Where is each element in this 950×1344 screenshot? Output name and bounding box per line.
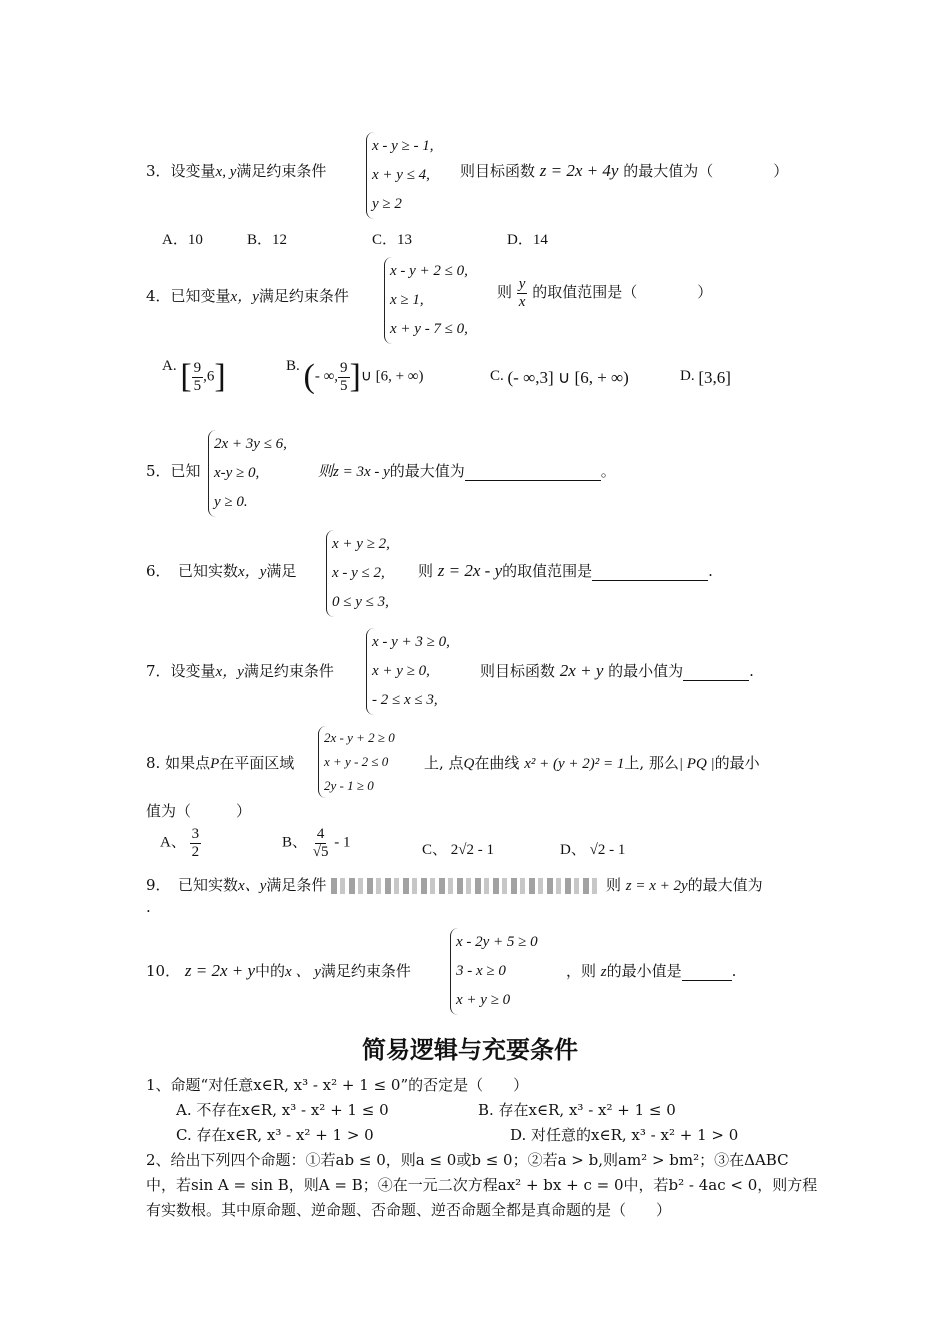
q7-end: . xyxy=(749,662,754,680)
q4-opt-a-rbracket: ] xyxy=(214,358,226,395)
q7-cond: 满足约束条件 xyxy=(243,662,334,680)
p2-line3: 有实数根。其中原命题、逆命题、否命题、逆否命题全都是真命题的是（ ） xyxy=(146,1201,672,1219)
q4-opt-a-n: 9 xyxy=(193,360,202,376)
q7-prefix: 7．设变量 xyxy=(146,662,216,680)
q8-opt-b-d: √5 xyxy=(312,843,329,860)
q8-opt-d-text: √2 - 1 xyxy=(589,842,626,858)
q4-opt-b-label: B. xyxy=(286,358,300,374)
q8-sys-1: 2x - y + 2 ≥ 0 xyxy=(324,730,395,745)
q8-p: P xyxy=(210,756,220,772)
p1-stem: 1、命题“对任意x∈R, x³ - x² + 1 ≤ 0”的否定是（ ） xyxy=(146,1076,529,1094)
q6-sys-3: 0 ≤ y ≤ 3, xyxy=(332,594,389,610)
q9-stem xyxy=(146,874,763,895)
q5-system xyxy=(208,430,287,517)
q10-stem xyxy=(146,960,411,981)
q7-vars: x，y xyxy=(215,664,244,680)
q9-cond: 满足条件 xyxy=(266,876,327,894)
q5-sys-3: y ≥ 0. xyxy=(214,494,248,510)
q3-sys-2: x + y ≤ 4, xyxy=(372,167,430,183)
q3-expr: z = 2x + 4y xyxy=(539,161,619,180)
q8-opt-b-frac xyxy=(311,826,331,860)
q9-prefix: 9． 已知实数 xyxy=(146,876,239,894)
p1-option-a: A. 不存在x∈R, x³ - x² + 1 ≤ 0 xyxy=(176,1101,389,1119)
q4-opt-a-lbracket: [ xyxy=(180,358,192,395)
q7-expr: 2x + y xyxy=(559,661,604,680)
q3-system xyxy=(366,132,434,219)
q10-mid: 中的 xyxy=(255,962,286,980)
q4-opt-b-d: 5 xyxy=(340,377,348,394)
q10-sys-1: x - 2y + 5 ≥ 0 xyxy=(456,934,538,950)
q7-system xyxy=(366,628,450,715)
q8-suffix: 的最小 xyxy=(714,754,760,772)
q8-mid1: 上, 点 xyxy=(424,754,464,772)
q6-sys-2: x - y ≤ 2, xyxy=(332,565,385,581)
q4-opt-b-head: - ∞, xyxy=(314,368,339,385)
q10-cond: 满足约束条件 xyxy=(320,962,411,980)
q3-sys-3: y ≥ 2 xyxy=(372,196,402,212)
q8-cond: 在平面区域 xyxy=(219,754,295,772)
q3-stem xyxy=(146,160,326,181)
q4-suffix: 的取值范围是（ ） xyxy=(532,283,713,301)
q10-end: . xyxy=(731,962,737,980)
q5-tail xyxy=(318,460,616,481)
q6-system xyxy=(326,530,390,617)
q3-option-c: C．13 xyxy=(372,232,413,248)
q6-expr: z = 2x - y xyxy=(437,561,503,580)
q4-fraction xyxy=(517,276,528,310)
q10-answer-blank[interactable] xyxy=(682,964,732,981)
q4-frac-den: x xyxy=(518,293,526,310)
q5-end: 。 xyxy=(600,462,616,480)
q8-opt-b-label: B、 xyxy=(282,834,308,851)
q7-sys-3: - 2 ≤ x ≤ 3, xyxy=(372,692,438,708)
section-title: 简易逻辑与充要条件 xyxy=(362,1036,578,1064)
p1-option-c: C. 存在x∈R, x³ - x² + 1 > 0 xyxy=(176,1126,374,1144)
q6-answer-blank[interactable] xyxy=(592,564,708,581)
q3-tail xyxy=(460,160,788,181)
q10-prefix: 10． xyxy=(146,962,181,980)
q4-opt-c-text: (- ∞,3] ∪ [6, + ∞) xyxy=(507,368,629,387)
q8-option-c xyxy=(422,838,494,859)
q8-mid3: 上, 那么 xyxy=(624,754,679,772)
q5-prefix: 5．已知 xyxy=(146,462,201,480)
q8-option-d xyxy=(560,838,625,859)
q3-option-d: D．14 xyxy=(507,232,548,248)
q10-tail xyxy=(566,960,736,981)
q8-tail xyxy=(424,752,760,773)
q10-sys-3: x + y ≥ 0 xyxy=(456,992,511,1008)
q4-sys-3: x + y - 7 ≤ 0, xyxy=(390,321,468,337)
q10-suffix1: ，则 xyxy=(566,962,597,980)
q4-option-b xyxy=(286,358,424,396)
q7-sys-2: x + y ≥ 0, xyxy=(372,663,430,679)
q10-expr: z = 2x + y xyxy=(184,961,256,980)
q8-opt-b-n: 4 xyxy=(316,826,325,842)
q7-answer-blank[interactable] xyxy=(683,664,749,681)
q4-mid: 则 xyxy=(497,283,513,301)
q8-opt-d-label: D、 xyxy=(560,842,586,858)
q6-suffix: 的取值范围是 xyxy=(502,562,593,580)
q3-mid: 则目标函数 xyxy=(460,162,536,180)
q4-opt-d-label: D. xyxy=(680,368,695,384)
q8-q: Q xyxy=(463,756,475,772)
q8-option-a xyxy=(160,826,201,860)
q4-opt-b-tail: ∪ [6, + ∞) xyxy=(360,368,424,385)
p2-line2: 中，若sin A = sin B，则A = B；④在一元二次方程ax² + bx + c = 0中，若b² - 4ac < 0，则方程 xyxy=(146,1176,818,1194)
q4-opt-b-n: 9 xyxy=(340,360,348,376)
q6-prefix: 6． 已知实数 xyxy=(146,562,239,580)
q8-line2: 值为（ ） xyxy=(146,802,252,820)
q5-answer-blank[interactable] xyxy=(465,464,601,481)
q7-sys-1: x - y + 3 ≥ 0, xyxy=(372,634,450,650)
q8-opt-a-frac xyxy=(190,826,202,860)
q8-system xyxy=(318,726,395,798)
q9-garbled-constraints xyxy=(331,878,601,894)
q10-sys-2: 3 - x ≥ 0 xyxy=(456,963,506,979)
q3-cond: 满足约束条件 xyxy=(236,162,327,180)
q4-system xyxy=(384,257,468,344)
q6-mid: 则 xyxy=(418,562,434,580)
q8-opt-b-tail: - 1 xyxy=(334,834,351,851)
q6-end: . xyxy=(708,562,713,580)
q6-stem xyxy=(146,560,296,581)
q7-suffix: 的最小值为 xyxy=(608,662,684,680)
q4-opt-a-label: A. xyxy=(162,358,177,374)
q8-option-b xyxy=(282,826,351,860)
q3-suffix: 的最大值为（ ） xyxy=(623,162,789,180)
q4-frac-num: y xyxy=(518,276,526,292)
q8-mid2: 在曲线 xyxy=(474,754,520,772)
q8-sys-2: x + y - 2 ≤ 0 xyxy=(324,754,389,769)
q4-opt-c-label: C. xyxy=(490,368,504,384)
q3-option-b: B．12 xyxy=(247,232,288,248)
q3-prefix: 3．设变量 xyxy=(146,162,216,180)
q5-suffix: 的最大值为 xyxy=(389,462,465,480)
q4-opt-b-rbracket: ] xyxy=(349,358,361,395)
q5-sys-1: 2x + 3y ≤ 6, xyxy=(214,436,287,452)
q5-sys-2: x-y ≥ 0, xyxy=(214,465,260,481)
q4-opt-a-d: 5 xyxy=(193,377,202,394)
q8-prefix: 8. 如果点 xyxy=(146,754,211,772)
q8-stem xyxy=(146,752,294,773)
q8-opt-a-d: 2 xyxy=(191,843,200,860)
q4-cond: 满足约束条件 xyxy=(258,287,349,305)
q8-opt-c-text: 2√2 - 1 xyxy=(450,842,494,858)
q4-stem xyxy=(146,285,349,306)
q4-tail xyxy=(497,276,712,310)
q3-option-a: A．10 xyxy=(162,232,203,248)
q6-sys-1: x + y ≥ 2, xyxy=(332,536,390,552)
q9-mid: 则 xyxy=(605,876,621,894)
q8-pq: | PQ | xyxy=(678,756,715,772)
q10-suffix2: 的最小值是 xyxy=(606,962,682,980)
q9-suffix: 的最大值为 xyxy=(687,876,763,894)
q4-vars: x，y xyxy=(230,289,259,305)
q8-opt-a-label: A、 xyxy=(160,834,186,851)
p1-option-b: B. 存在x∈R, x³ - x² + 1 ≤ 0 xyxy=(478,1101,676,1119)
q9-expr: z = x + 2y xyxy=(625,878,688,894)
q4-option-c xyxy=(490,368,629,388)
q7-stem xyxy=(146,660,334,681)
q7-mid: 则目标函数 xyxy=(480,662,556,680)
q4-opt-d-text: [3,6] xyxy=(698,368,731,387)
q10-vars: x 、 y xyxy=(285,964,321,980)
q10-z: z xyxy=(600,964,607,980)
q4-opt-b-frac xyxy=(338,360,350,394)
q8-opt-a-n: 3 xyxy=(191,826,200,842)
q4-option-d xyxy=(680,368,731,388)
q6-vars: x，y xyxy=(238,564,267,580)
q4-sys-2: x ≥ 1, xyxy=(390,292,424,308)
q6-tail xyxy=(418,560,713,581)
q4-opt-a-frac xyxy=(192,360,204,394)
p1-option-d: D. 对任意的x∈R, x³ - x² + 1 > 0 xyxy=(510,1126,739,1144)
q8-sys-3: 2y - 1 ≥ 0 xyxy=(324,778,374,793)
p2-line1: 2、给出下列四个命题：①若ab ≤ 0，则a ≤ 0或b ≤ 0；②若a > b,则am² > bm²；③在ΔABC xyxy=(146,1151,789,1169)
q3-sys-1: x - y ≥ - 1, xyxy=(372,138,434,154)
q5-mid: 则z = 3x - y xyxy=(318,464,390,480)
q7-tail xyxy=(480,660,754,681)
q3-vars: x, y xyxy=(215,164,237,180)
q8-curve: x² + (y + 2)² = 1 xyxy=(524,756,625,772)
q9-vars: x、y xyxy=(238,878,267,894)
q4-opt-b-lparen: ( xyxy=(303,358,315,395)
q9-line2: . xyxy=(146,898,151,916)
q6-cond: 满足 xyxy=(266,562,297,580)
q4-sys-1: x - y + 2 ≤ 0, xyxy=(390,263,468,279)
q8-opt-c-label: C、 xyxy=(422,842,448,858)
q10-system xyxy=(450,928,538,1015)
q4-opt-a-tail: ,6 xyxy=(203,368,215,385)
q4-option-a xyxy=(162,358,226,396)
q4-prefix: 4．已知变量 xyxy=(146,287,231,305)
